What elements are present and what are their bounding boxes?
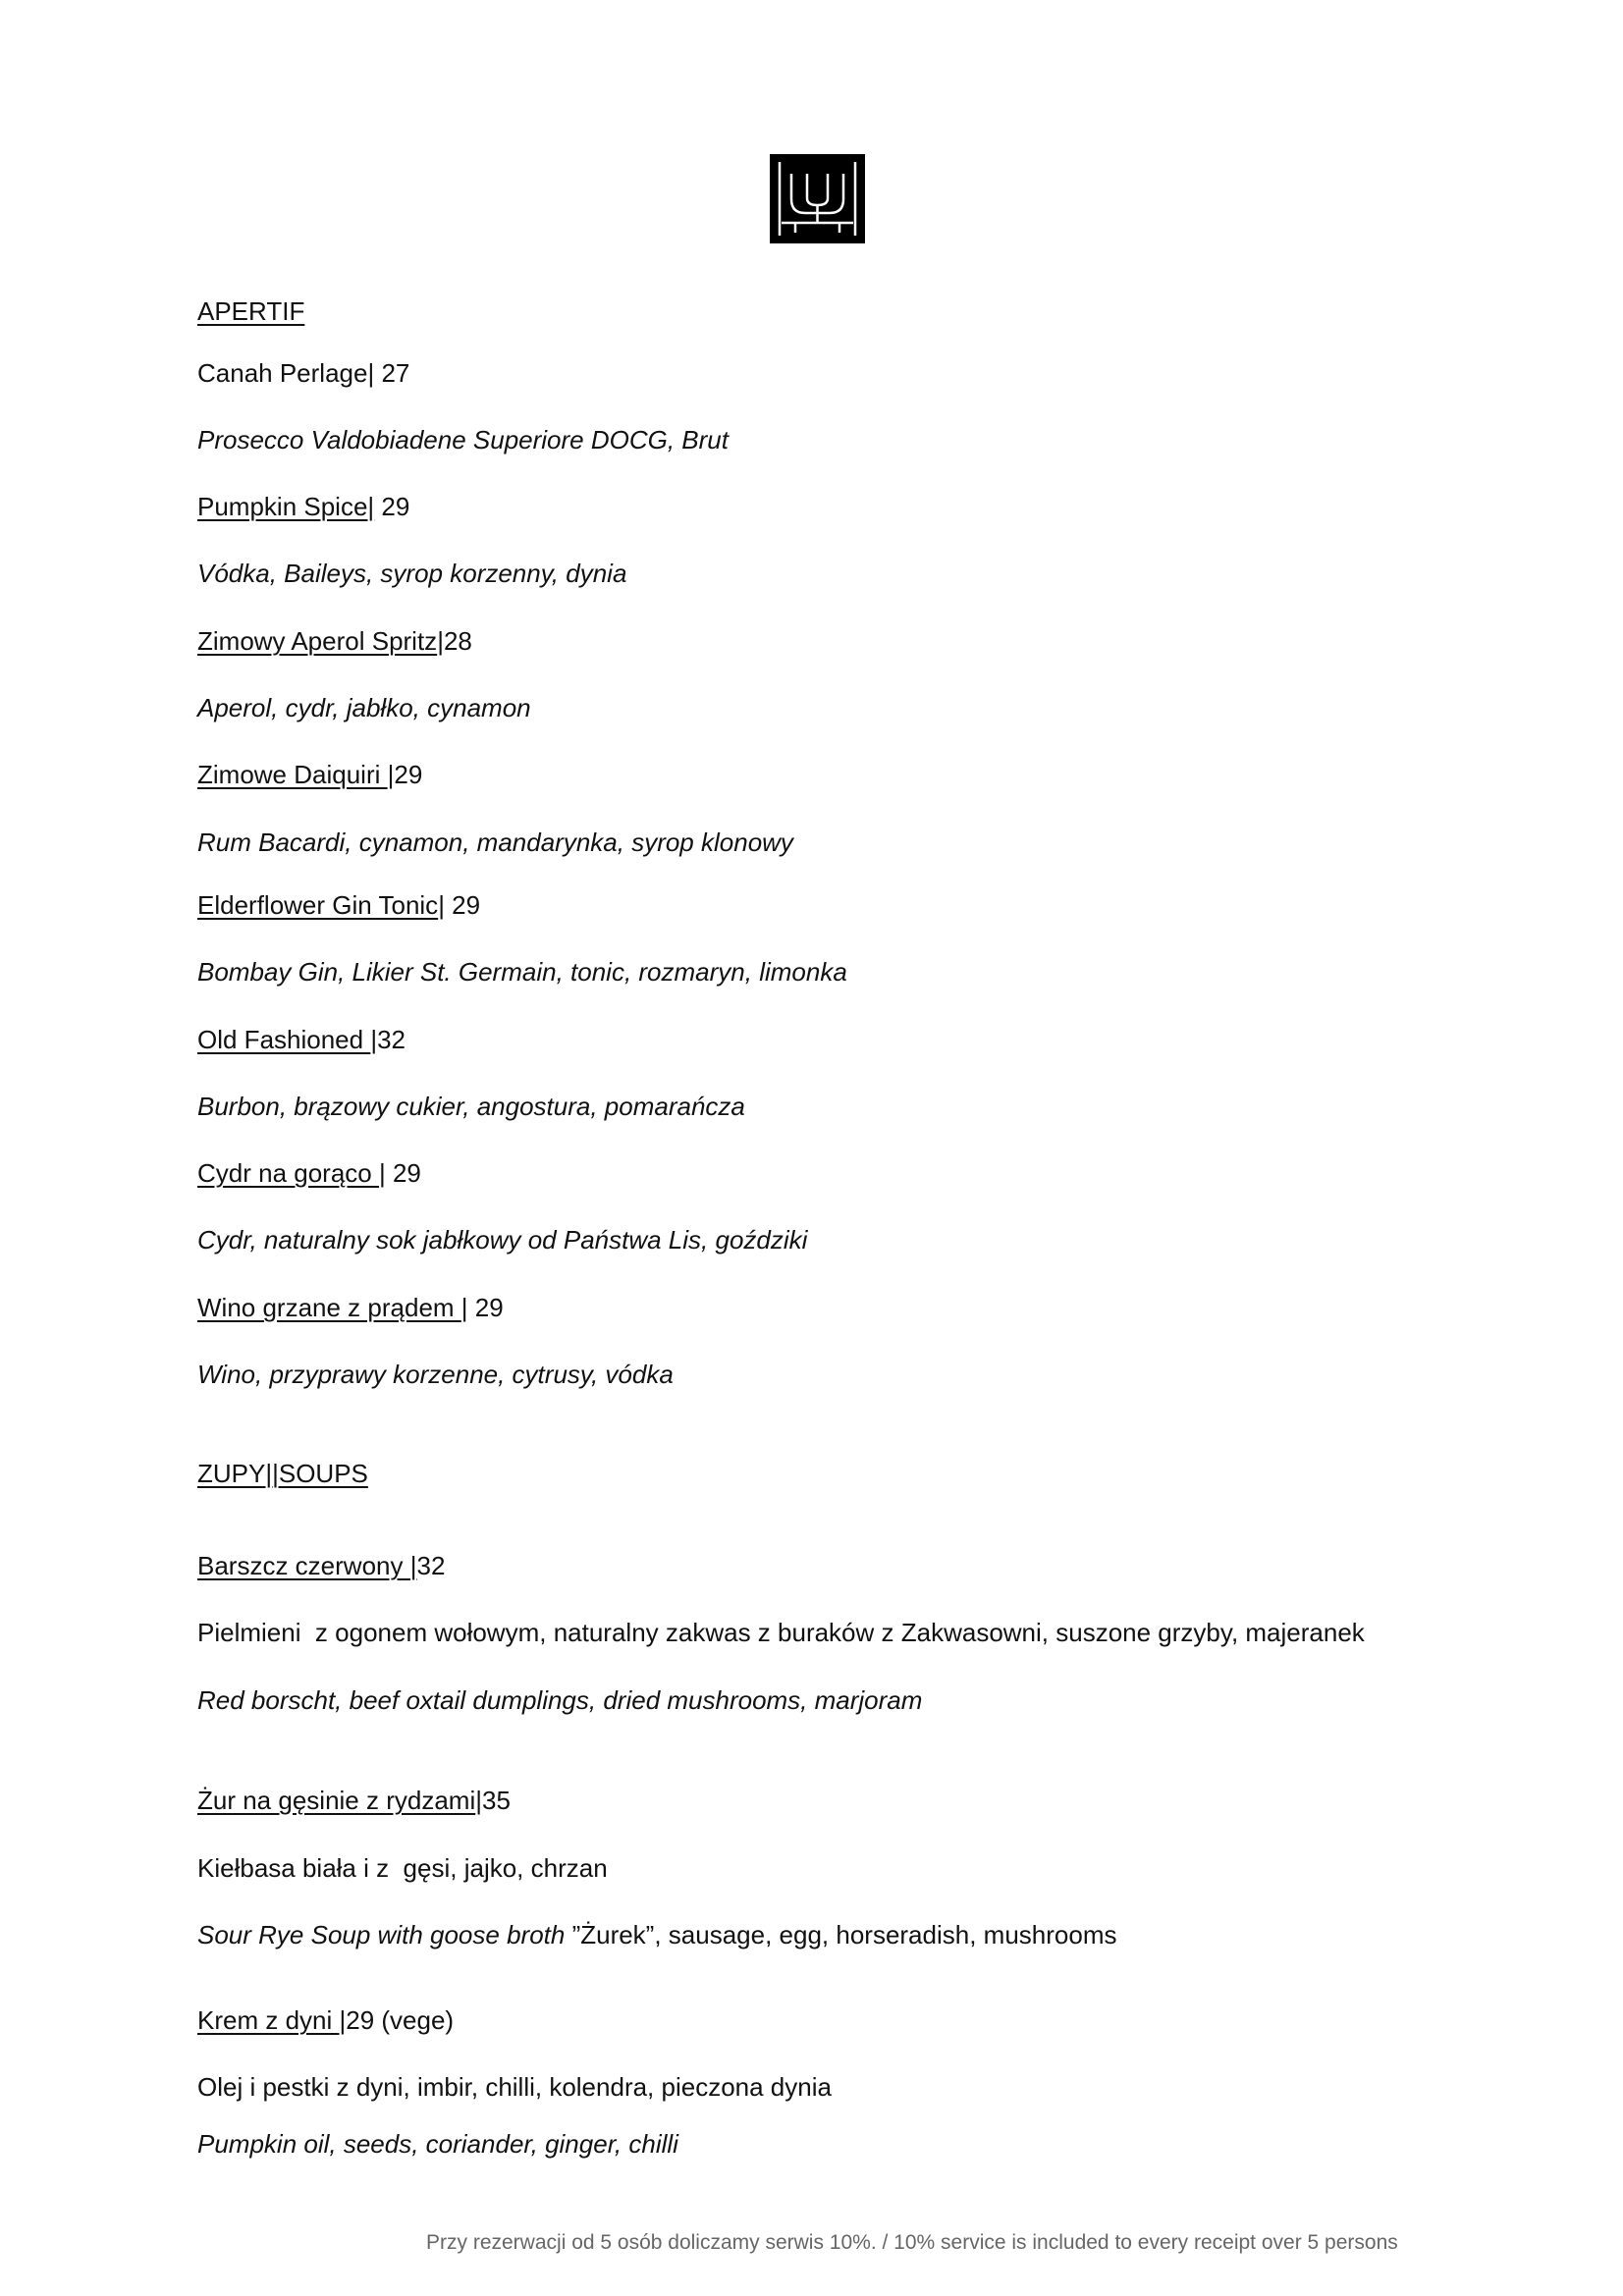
item-description-pl: Pielmieni z ogonem wołowym, naturalny zakwas z buraków z Zakwasowni, suszone grzyby, majeranek [197,1618,1365,1647]
menu-item-title [197,491,409,522]
item-price: |29 (vege) [339,2005,455,2035]
item-name: Zimowy Aperol Spritz [197,626,438,656]
item-price: |32 [370,1025,406,1054]
item-name: Krem z dyni [197,2005,340,2035]
menu-item-title [197,889,480,921]
item-price: 32 [416,1551,446,1580]
item-name: Canah Perlage [197,358,368,388]
item-name: Zimowe Daiquiri [197,760,388,789]
footer-note: Przy rezerwacji od 5 osób doliczamy serwis 10%. / 10% service is included to every receipt over 5 persons [426,2231,1398,2254]
item-price: 29 [374,492,410,521]
item-price: |29 [387,760,423,789]
menu-item-title [197,759,422,790]
item-name: Elderflower Gin Tonic [197,890,439,920]
item-description: Rum Bacardi, cynamon, mandarynka, syrop klonowy [197,828,793,857]
item-price: | 27 [367,358,410,388]
item-name: Barszcz czerwony | [197,1551,417,1580]
item-description: Prosecco Valdobiadene Superiore DOCG, Brut [197,425,729,454]
item-name: Pumpkin Spice| [197,492,375,521]
menu-item-title [197,357,409,389]
item-price: | 29 [438,890,481,920]
menu-item-title [197,1292,504,1323]
item-description-en-italic: Sour Rye Soup with goose broth [197,1920,572,1949]
item-description-pl: Olej i pestki z dyni, imbir, chilli, kolendra, pieczona dynia [197,2072,832,2102]
menu-item-title [197,2004,454,2036]
item-description-pl: Kiełbasa biała i z gęsi, jajko, chrzan [197,1853,608,1883]
item-description-en: Red borscht, beef oxtail dumplings, dried mushrooms, marjoram [197,1685,923,1715]
menu-item-title [197,1024,406,1055]
menu-item-title [197,1550,445,1581]
item-description: Burbon, brązowy cukier, angostura, pomarańcza [197,1092,745,1121]
item-description-en: Pumpkin oil, seeds, coriander, ginger, chilli [197,2129,678,2159]
menu-item-title [197,625,472,657]
item-name: Cydr na gorąco [197,1158,379,1188]
item-name: Old Fashioned [197,1025,371,1054]
item-description-en-rest: ”Żurek”, sausage, egg, horseradish, mushrooms [571,1920,1117,1949]
item-description: Aperol, cydr, jabłko, cynamon [197,693,531,722]
item-price: | 29 [378,1158,421,1188]
section-heading-apertif: APERTIF [197,296,305,326]
item-description: Bombay Gin, Likier St. Germain, tonic, rozmaryn, limonka [197,957,847,987]
item-description: Cydr, naturalny sok jabłkowy od Państwa Lis, goździki [197,1225,808,1255]
menu-item-title [197,1785,511,1816]
item-description-en [197,1919,1116,1950]
menu-item-title [197,1157,421,1189]
section-heading-soups: ZUPY||SOUPS [197,1459,368,1488]
item-price: |28 [437,626,472,656]
item-name: Wino grzane z prądem [197,1293,461,1322]
item-price: |35 [475,1786,511,1815]
fork-glass-logo-icon [770,154,865,243]
item-price: | 29 [460,1293,504,1322]
item-name: Żur na gęsinie z rydzami [197,1786,476,1815]
item-description: Wino, przyprawy korzenne, cytrusy, vódka [197,1360,674,1389]
item-description: Vódka, Baileys, syrop korzenny, dynia [197,559,627,588]
